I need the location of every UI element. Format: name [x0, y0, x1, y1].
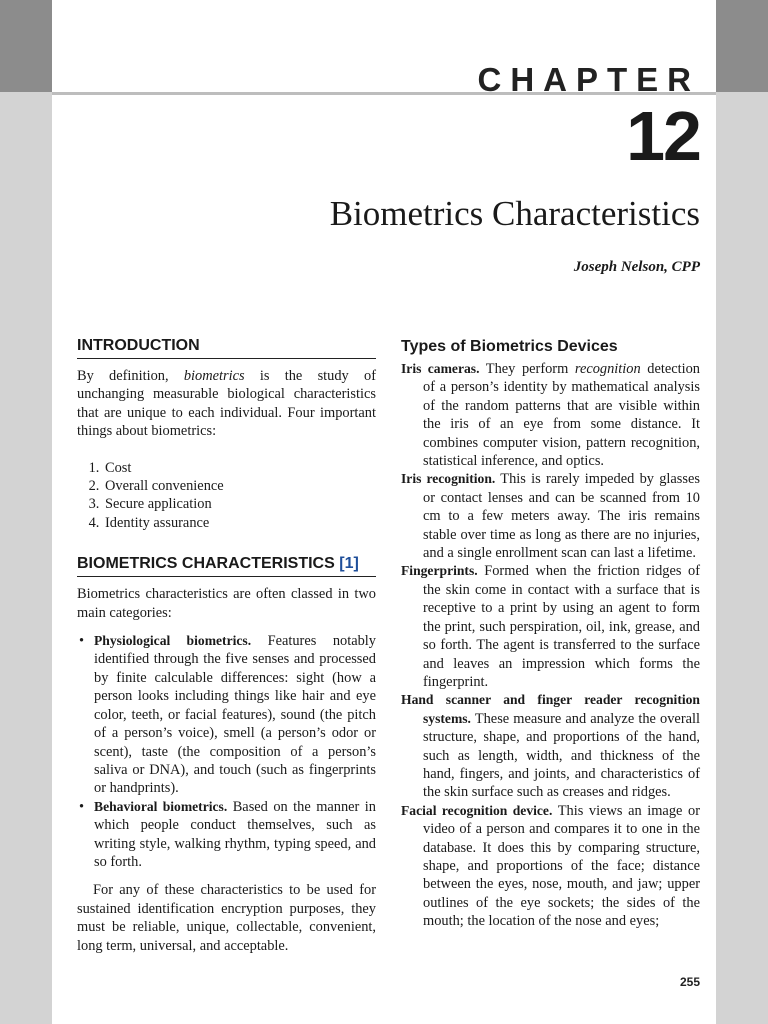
device-text: This views an image or video of a person and compares it to one in the database. It does this by comparing structure, shape, and proportions of the face; distance between the eyes, nose, mouth, and jaw; upper outlines of the eye sockets; the sides of the mouth; the location of the nose and eyes; — [423, 802, 700, 930]
chapter-author: Joseph Nelson, CPP — [573, 259, 700, 275]
bullet-term: Behavioral biometrics. — [94, 798, 228, 814]
device-term: Fingerprints. — [401, 563, 478, 579]
device-entry — [401, 562, 700, 691]
device-entry — [401, 360, 700, 470]
header-side-band-right — [716, 0, 768, 92]
characteristics-heading-text: BIOMETRICS CHARACTERISTICS — [77, 555, 340, 573]
device-entry — [401, 802, 700, 931]
device-text: They perform — [479, 361, 575, 377]
bullet-text: Features notably identified through the five senses and processed by finite calculable differences: sight (how a person looks including things like hair and eye color, teeth, or facial features), sound (the pitch of a person’s voice), smell (a person’s odor or scent), taste (the composition of a person’s saliva or DNA), and touch (such as fingerprints or handprints). — [94, 633, 376, 797]
list-item: 2. Overall convenience — [103, 477, 376, 495]
device-text: Formed when the friction ridges of the skin come in contact with a surface that is receptive to a print by using an agent to form the print, such perspiration, oil, ink, grease, and so forth. The agent is transferred to the surface and leaves an impression which forms the fingerprint. — [423, 563, 700, 690]
bullet-item — [94, 632, 376, 798]
biometrics-things-list — [77, 459, 376, 533]
bullet-term: Physiological biometrics. — [94, 633, 252, 649]
introduction-heading: INTRODUCTION — [77, 336, 376, 359]
device-entry — [401, 691, 700, 801]
list-item: 4. Identity assurance — [103, 514, 376, 532]
intro-text-end: is the study of unchanging measurable biological characteristics that are unique to each individual. Four important things about biometrics: — [77, 368, 376, 440]
list-item: 3. Secure application — [103, 495, 376, 513]
device-term: Hand scanner and finger reader recognition systems. — [401, 692, 700, 726]
characteristics-closing-paragraph: For any of these characteristics to be used for sustained identification encryption purposes, they must be reliable, unique, collectable, convenient, long term, universal, and acceptable. — [77, 882, 376, 954]
chapter-number: 12 — [626, 97, 700, 175]
characteristics-bullets — [77, 632, 376, 871]
device-term: Iris recognition. — [401, 471, 496, 487]
characteristics-paragraph: Biometrics characteristics are often classed in two main categories: — [77, 586, 376, 621]
characteristics-heading — [77, 554, 376, 577]
introduction-paragraph — [77, 367, 376, 441]
chapter-label: CHAPTER — [477, 61, 700, 98]
right-column — [401, 336, 700, 931]
reference-link[interactable]: [1] — [339, 555, 359, 573]
device-entry — [401, 470, 700, 562]
device-term: Facial recognition device. — [401, 802, 553, 818]
list-item: 1. Cost — [103, 459, 376, 477]
header-side-band-left — [0, 0, 52, 92]
bullet-text: Based on the manner in which people conduct themselves, such as writing style, walking rhythm, typing speed, and so forth. — [94, 798, 376, 870]
intro-text-start: By definition, — [77, 368, 184, 384]
bullet-item — [94, 798, 376, 872]
left-column — [77, 336, 376, 955]
chapter-title: Biometrics Characteristics — [329, 194, 700, 233]
page-number: 255 — [679, 975, 700, 989]
device-emphasis: recognition — [574, 361, 641, 377]
device-text: This is rarely impeded by glasses or contact lenses and can be scanned from 10 cm to a few meters away. The iris remains stable over time as long as there are no injuries, and a single enrollment scan can last a lifetime. — [423, 471, 700, 562]
device-term: Iris cameras. — [401, 361, 480, 376]
device-text-end: detection of a person’s identity by mathematical analysis of the random patterns that are visible within the iris of an eye from some distance. It combines computer vision, pattern recognition, statistical inference, and optics. — [423, 361, 701, 470]
intro-emphasis: biometrics — [183, 368, 245, 384]
devices-heading: Types of Biometrics Devices — [401, 338, 618, 355]
device-text: These measure and analyze the overall structure, shape, and proportions of the hand, such as length, width, and thickness of the hand, fingers, and joints, and characteristics of the skin surface such as creases and ridges. — [423, 710, 700, 801]
